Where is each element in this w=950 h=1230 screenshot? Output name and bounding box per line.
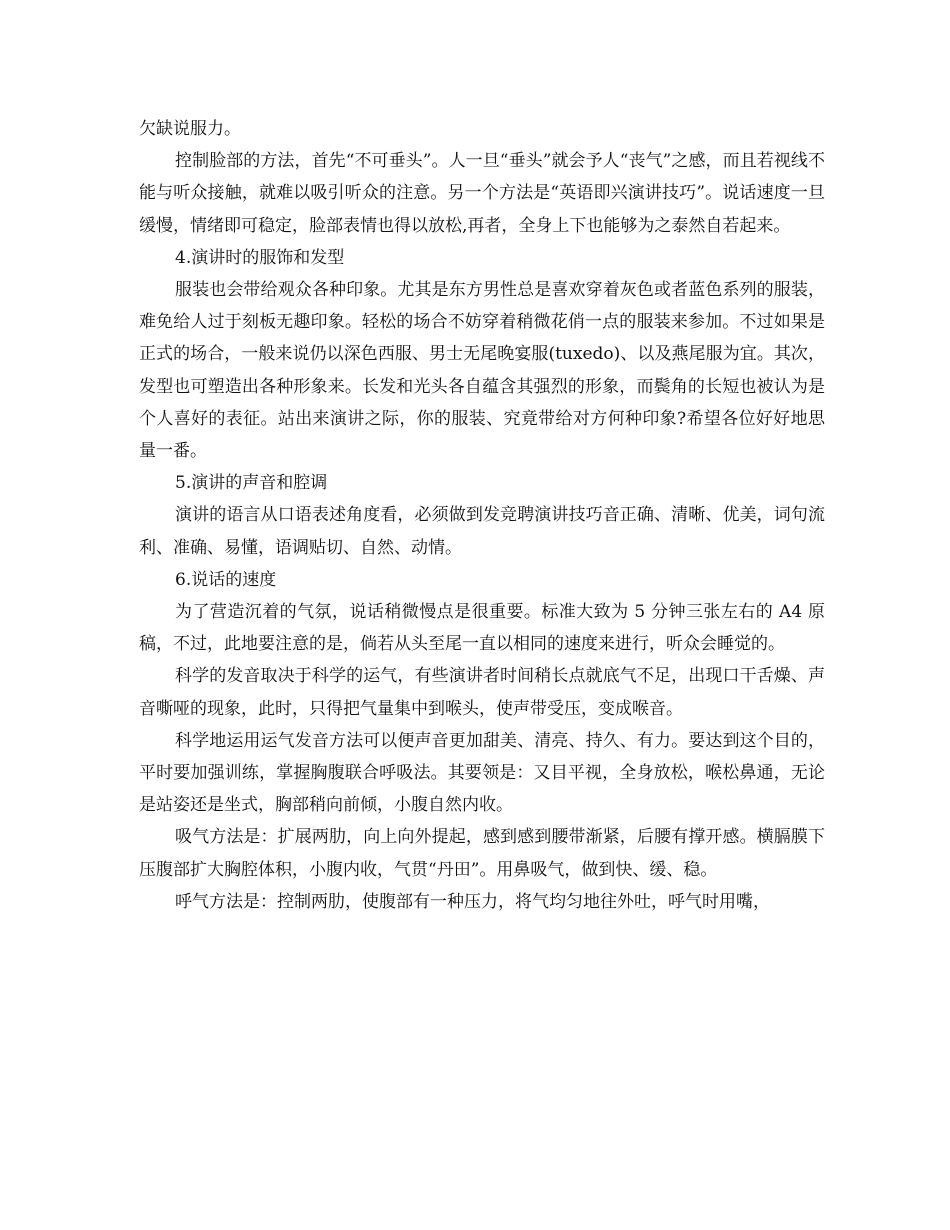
section-heading-voice: 5.演讲的声音和腔调 (175, 473, 328, 494)
paragraph-continuation: 欠缺说服力。 (139, 119, 241, 139)
paragraph-exhale: 呼气方法是：控制两肋，使腹部有一种压力，将气均匀地往外吐，呼气时用嘴， (175, 891, 770, 912)
paragraph-attire: 服装也会带给观众各种印象。尤其是东方男性总是喜欢穿着灰色或者蓝色系列的服装，难免给人过于刻板无趣印象。轻松的场合不妨穿着稍微花俏一点的服装来参加。不过如果是正式的场合，一般来说仍以深色西服、男士无尾晚宴服(tuxedo)、以及燕尾服为宜。其次，发型也可塑造出各种形象来。长发和光头各自蕴含其强烈的形象，而鬓角的长短也被认为是个人喜好的表征。站出来演讲之际，你的服装、究竟带给对方何种印象?希望各位好好地思量一番。 (139, 280, 825, 462)
paragraph-face-control: 控制脸部的方法，首先“不可垂头”。人一旦“垂头”就会予人“丧气”之感，而且若视线不能与听众接触，就难以吸引听众的注意。另一个方法是“英语即兴演讲技巧”。说话速度一旦缓慢，情绪即可稳定，脸部表情也得以放松,再者，全身上下也能够为之泰然自若起来。 (139, 151, 825, 236)
paragraph-voice: 演讲的语言从口语表述角度看，必须做到发竞聘演讲技巧音正确、清晰、优美，词句流利、准确、易懂，语调贴切、自然、动情。 (139, 505, 825, 558)
section-heading-speed: 6.说话的速度 (175, 569, 277, 590)
paragraph-breath-science: 科学的发音取决于科学的运气，有些演讲者时间稍长点就底气不足，出现口干舌燥、声音嘶哑的现象，此时，只得把气量集中到喉头，使声带受压，变成喉音。 (139, 666, 825, 719)
paragraph-speed: 为了营造沉着的气氛，说话稍微慢点是很重要。标准大致为 5 分钟三张左右的 A4 原稿，不过，此地要注意的是，倘若从头至尾一直以相同的速度来进行，听众会睡觉的。 (139, 602, 825, 655)
section-heading-attire: 4.演讲时的服饰和发型 (175, 247, 345, 268)
paragraph-inhale: 吸气方法是：扩展两肋，向上向外提起，感到感到腰带渐紧，后腰有撑开感。横膈膜下压腹部扩大胸腔体积，小腹内收，气贯“丹田”。用鼻吸气，做到快、缓、稳。 (139, 827, 825, 880)
document-body (139, 113, 825, 918)
paragraph-breath-method: 科学地运用运气发音方法可以便声音更加甜美、清亮、持久、有力。要达到这个目的，平时要加强训练，掌握胸腹联合呼吸法。其要领是：又目平视，全身放松，喉松鼻通，无论是站姿还是坐式，胸部稍向前倾，小腹自然内收。 (139, 730, 825, 816)
